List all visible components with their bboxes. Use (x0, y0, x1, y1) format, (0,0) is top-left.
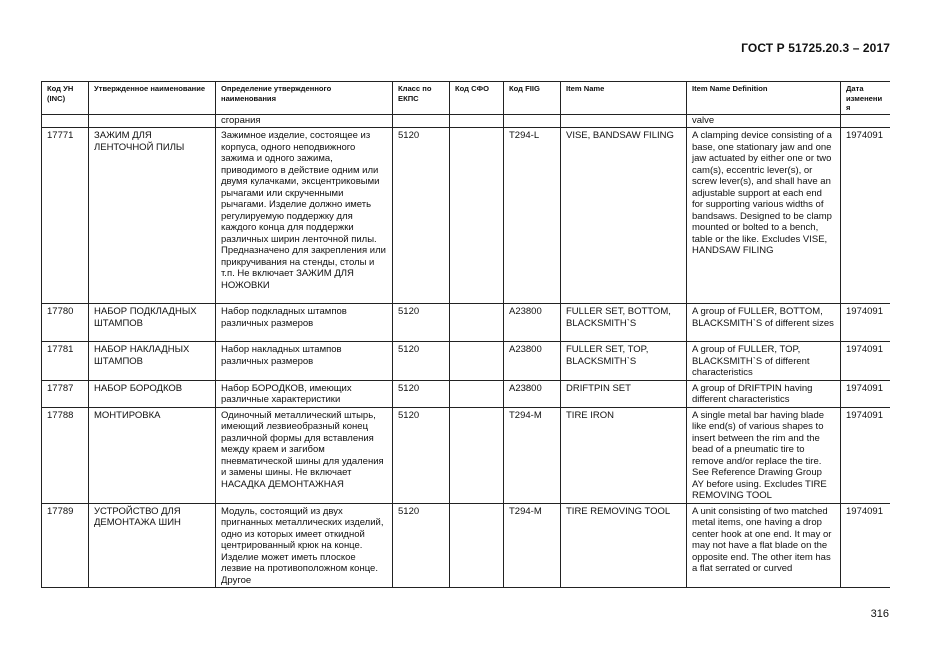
cell-fiig: A23800 (504, 342, 561, 381)
cell-date: 1974091 (841, 503, 891, 588)
cell-sfo (450, 342, 504, 381)
cell-definition-ru: Набор подкладных штампов различных размеров (216, 304, 393, 342)
cell-class: 5120 (393, 503, 450, 588)
cell-definition-en: A single metal bar having blade like end(s) of various shapes to insert between the rim and the bead of a pneumatic tire to remove and/or replace the tire. See Reference Drawing Group AY before using. Excludes TIRE REMOVING TOOL (687, 407, 841, 503)
table-cell (393, 114, 450, 128)
cell-sfo (450, 128, 504, 304)
cell-class: 5120 (393, 380, 450, 407)
cell-name-ru: НАБОР НАКЛАДНЫХ ШТАМПОВ (89, 342, 216, 381)
cell-fiig: T294-M (504, 407, 561, 503)
cell-definition-en: A unit consisting of two matched metal items, one having a drop center hook at one end. It may or may not have a flat blade on the opposite end. The other item has a flat serrated or curved (687, 503, 841, 588)
cell-inc: 17788 (42, 407, 89, 503)
table-row (42, 503, 891, 588)
column-header-name-ru: Утвержденное наименование (89, 82, 216, 115)
cell-fiig: T294-M (504, 503, 561, 588)
cell-class: 5120 (393, 407, 450, 503)
cell-item-name: TIRE REMOVING TOOL (561, 503, 687, 588)
table-cell (42, 114, 89, 128)
cell-sfo (450, 304, 504, 342)
cell-definition-ru: Набор БОРОДКОВ, имеющих различные характеристики (216, 380, 393, 407)
cell-inc: 17771 (42, 128, 89, 304)
cell-fiig: T294-L (504, 128, 561, 304)
cell-item-name: FULLER SET, TOP, BLACKSMITH`S (561, 342, 687, 381)
column-header-item-name: Item Name (561, 82, 687, 115)
cell-date: 1974091 (841, 380, 891, 407)
cell-definition-en: valve (687, 114, 841, 128)
table-row (42, 304, 891, 342)
column-header-class: Класс по ЕКПС (393, 82, 450, 115)
cell-definition-en: A group of FULLER, BOTTOM, BLACKSMITH`S of different sizes (687, 304, 841, 342)
table-cell (89, 114, 216, 128)
cell-sfo (450, 407, 504, 503)
table-cell (841, 114, 891, 128)
cell-inc: 17787 (42, 380, 89, 407)
cell-class: 5120 (393, 304, 450, 342)
cell-definition-ru: Одиночный металлический штырь, имеющий лезвиеобразный конец различной формы для вставления между краем и загибом пневматической шины для удаления и замены шины. Не включает НАСАДКА ДЕМОНТАЖНАЯ (216, 407, 393, 503)
cell-name-ru: НАБОР БОРОДКОВ (89, 380, 216, 407)
column-header-definition-en: Item Name Definition (687, 82, 841, 115)
page-number: 316 (870, 608, 889, 620)
cell-item-name: DRIFTPIN SET (561, 380, 687, 407)
table-row (42, 342, 891, 381)
cell-fiig: A23800 (504, 380, 561, 407)
catalog-table (41, 81, 890, 588)
cell-item-name: TIRE IRON (561, 407, 687, 503)
continuation-row (42, 114, 891, 128)
cell-date: 1974091 (841, 304, 891, 342)
cell-name-ru: НАБОР ПОДКЛАДНЫХ ШТАМПОВ (89, 304, 216, 342)
column-header-sfo: Код СФО (450, 82, 504, 115)
cell-date: 1974091 (841, 342, 891, 381)
cell-inc: 17780 (42, 304, 89, 342)
cell-class: 5120 (393, 128, 450, 304)
cell-definition-ru: Модуль, состоящий из двух пригнанных металлических изделий, одно из которых имеет откидной центрированный крюк на конце. Изделие может иметь плоское лезвие на противоположном конце. Другое (216, 503, 393, 588)
column-header-definition-ru: Определение утвержденного наименования (216, 82, 393, 115)
table-cell (561, 114, 687, 128)
cell-inc: 17789 (42, 503, 89, 588)
cell-date: 1974091 (841, 407, 891, 503)
cell-definition-en: A clamping device consisting of a base, one stationary jaw and one jaw actuated by either one or two cam(s), eccentric lever(s), or screw lever(s), and shall have an adjustable support at each end for supporting various widths of bandsaws. Designed to be clamp mounted or bolted to a bench, table or the like. Excludes VISE, HANDSAW FILING (687, 128, 841, 304)
cell-class: 5120 (393, 342, 450, 381)
cell-name-ru: МОНТИРОВКА (89, 407, 216, 503)
column-header-fiig: Код FIIG (504, 82, 561, 115)
cell-definition-ru: Набор накладных штампов различных размеров (216, 342, 393, 381)
column-header-inc: Код УН (INC) (42, 82, 89, 115)
cell-definition-en: A group of FULLER, TOP, BLACKSMITH`S of different characteristics (687, 342, 841, 381)
table-row (42, 128, 891, 304)
cell-fiig: A23800 (504, 304, 561, 342)
table-row (42, 380, 891, 407)
document-header: ГОСТ Р 51725.20.3 – 2017 (741, 41, 890, 55)
catalog-table-container (41, 81, 890, 598)
cell-inc: 17781 (42, 342, 89, 381)
cell-sfo (450, 380, 504, 407)
table-cell (450, 114, 504, 128)
cell-item-name: FULLER SET, BOTTOM, BLACKSMITH`S (561, 304, 687, 342)
cell-definition-ru: сгорания (216, 114, 393, 128)
column-header-date: Дата изменения (841, 82, 891, 115)
cell-item-name: VISE, BANDSAW FILING (561, 128, 687, 304)
table-row (42, 407, 891, 503)
cell-date: 1974091 (841, 128, 891, 304)
cell-definition-en: A group of DRIFTPIN having different characteristics (687, 380, 841, 407)
cell-definition-ru: Зажимное изделие, состоящее из корпуса, одного неподвижного зажима и одного зажима, приводимого в действие одним или двумя кулачками, эксцентриковыми рычагами или скрученными рычагами. Изделие должно иметь регулируемую поддержку для каждого конца для поддержки различных ширин ленточной пилы. Предназначено для закрепления или прикручивания на стенды, столы и т.п. Не включает ЗАЖИМ ДЛЯ НОЖОВКИ (216, 128, 393, 304)
table-cell (504, 114, 561, 128)
table-header-row (42, 82, 891, 115)
cell-name-ru: ЗАЖИМ ДЛЯ ЛЕНТОЧНОЙ ПИЛЫ (89, 128, 216, 304)
cell-name-ru: УСТРОЙСТВО ДЛЯ ДЕМОНТАЖА ШИН (89, 503, 216, 588)
cell-sfo (450, 503, 504, 588)
